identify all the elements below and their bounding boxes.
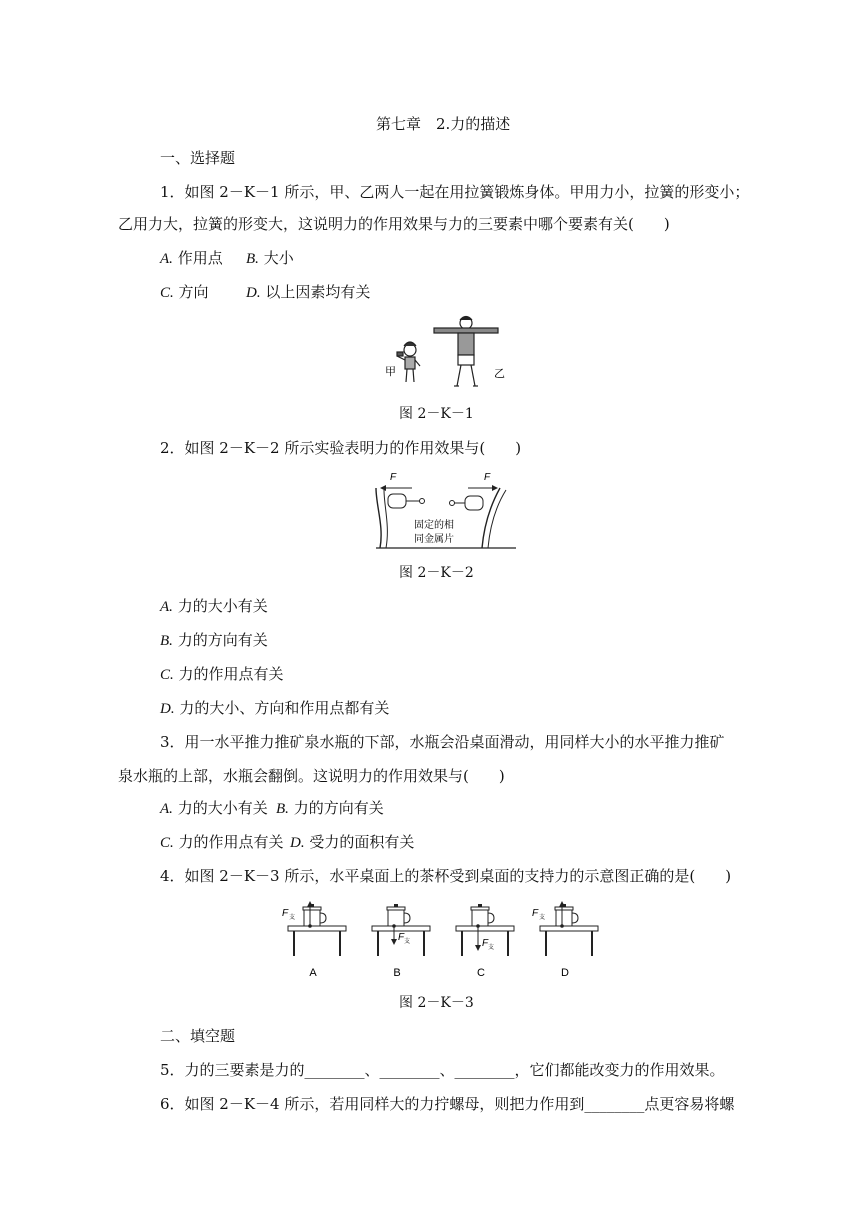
question-2-line-1: 2．如图 2－K－2 所示实验表明力的作用效果与( ) <box>160 439 522 457</box>
figure-2-k-2-caption: 图 2－K－2 <box>399 565 474 581</box>
force-label: F <box>482 938 489 949</box>
question-1-option-d: D. 以上因素均有关 <box>246 283 371 301</box>
force-label-right: F <box>484 472 491 483</box>
figure-2-k-2 <box>370 466 520 554</box>
question-2-option-b: B. 力的方向有关 <box>160 631 268 649</box>
section-heading-fill: 二、填空题 <box>160 1027 236 1045</box>
force-subscript: 支 <box>539 915 546 921</box>
question-1-option-a: A. 作用点 <box>160 249 223 267</box>
question-2-option-d: D. 力的大小、方向和作用点都有关 <box>160 699 390 717</box>
force-label: F <box>282 908 289 919</box>
question-3-option-b: B. 力的方向有关 <box>276 799 384 817</box>
option-letter: D <box>561 967 569 979</box>
table-diagram-c <box>456 904 514 979</box>
force-subscript: 支 <box>488 945 495 951</box>
question-4-line-1: 4．如图 2－K－3 所示，水平桌面上的茶杯受到桌面的支持力的示意图正确的是( ) <box>160 867 732 885</box>
figure-2-k-3-caption: 图 2－K－3 <box>399 995 474 1011</box>
child-figure <box>397 342 420 382</box>
question-3-line-1: 3．用一水平推力推矿泉水瓶的下部，水瓶会沿桌面滑动，用同样大小的水平推力推矿 <box>160 733 725 751</box>
figure-2-k-1-caption: 图 2－K－1 <box>399 406 474 422</box>
table-diagram-b <box>372 904 430 979</box>
question-3-option-c: C. 力的作用点有关 <box>160 833 284 851</box>
plate-label-line-2: 同金属片 <box>414 534 454 545</box>
question-2-option-c: C. 力的作用点有关 <box>160 665 284 683</box>
plate-label-line-1: 固定的相 <box>414 520 454 531</box>
label-yi: 乙 <box>494 368 505 380</box>
question-3-line-2: 泉水瓶的上部，水瓶会翻倒。这说明力的作用效果与( ) <box>118 767 505 785</box>
force-subscript: 支 <box>404 939 411 945</box>
option-letter: C <box>477 967 485 979</box>
left-hand <box>388 494 425 508</box>
question-3-option-d: D. 受力的面积有关 <box>290 833 415 851</box>
question-3-option-a: A. 力的大小有关 <box>160 799 268 817</box>
question-6-line-1: 6．如图 2－K－4 所示，若用同样大的力拧螺母，则把力作用到________点更容易将螺 <box>160 1095 735 1113</box>
option-letter: A <box>309 967 317 979</box>
figure-2-k-1 <box>380 310 510 392</box>
figure-2-k-3 <box>284 896 614 982</box>
page-title: 第七章 2.力的描述 <box>376 115 511 133</box>
section-heading-choice: 一、选择题 <box>160 149 236 167</box>
option-letter: B <box>393 967 401 979</box>
force-label-left: F <box>390 472 397 483</box>
question-5-line-1: 5．力的三要素是力的________、________、________，它们都能改变力的作用效果。 <box>160 1061 725 1079</box>
adult-figure <box>434 317 498 387</box>
force-subscript: 支 <box>289 915 296 921</box>
force-label: F <box>532 908 539 919</box>
force-label: F <box>398 932 405 943</box>
label-jia: 甲 <box>385 366 396 378</box>
question-2-option-a: A. 力的大小有关 <box>160 597 268 615</box>
question-1-line-1: 1．如图 2－K－1 所示，甲、乙两人一起在用拉簧锻炼身体。甲用力小，拉簧的形变小； <box>160 183 750 201</box>
right-hand <box>450 496 484 510</box>
question-1-line-2: 乙用力大，拉簧的形变大，这说明力的作用效果与力的三要素中哪个要素有关( ) <box>118 215 670 233</box>
question-1-option-b: B. 大小 <box>246 249 294 267</box>
table-diagram-a <box>282 901 346 979</box>
question-1-option-c: C. 方向 <box>160 283 209 301</box>
table-diagram-d <box>532 901 598 979</box>
